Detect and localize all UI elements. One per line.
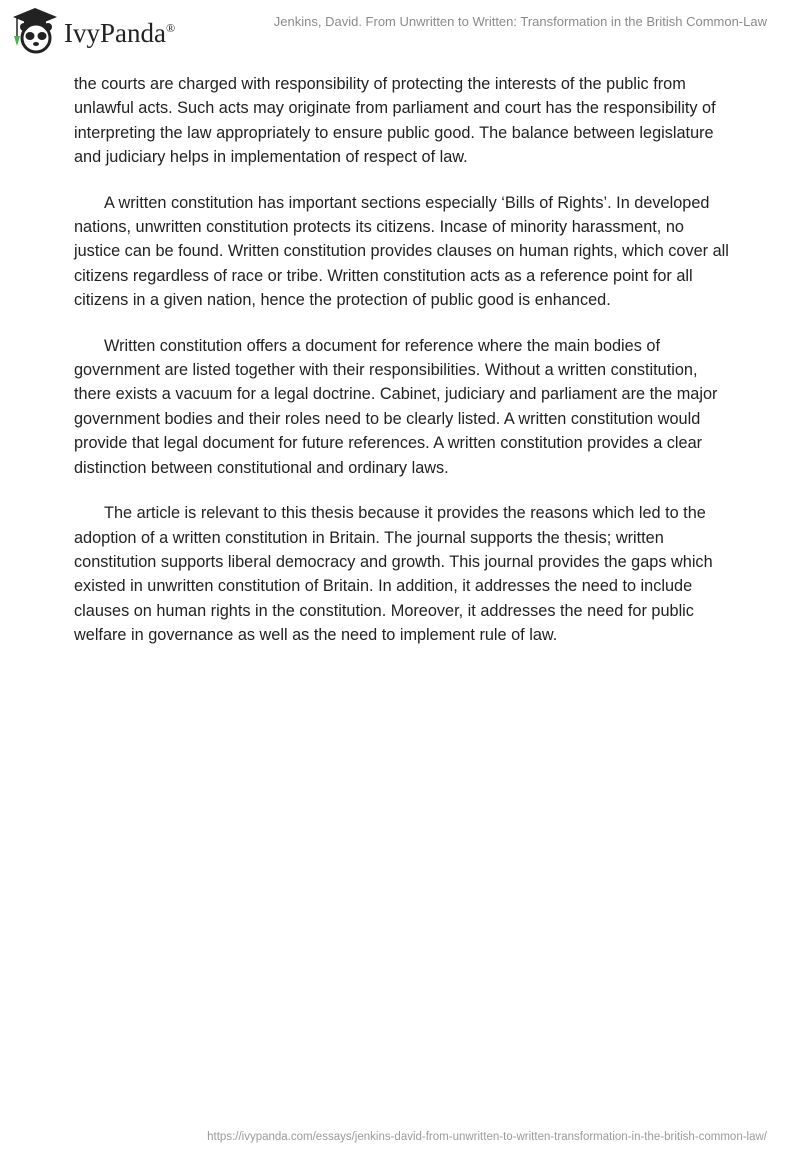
paragraph: the courts are charged with responsibility of protecting the interests of the public from unlawful acts. Such acts may originate from parliament and court has the responsibility of interpreting the law appropriately to ensure public good. The balance between legislature and judiciary helps in implementation of respect of law. bbox=[74, 75, 716, 167]
panda-graduate-icon bbox=[12, 6, 58, 54]
source-url-link[interactable]: https://ivypanda.com/essays/jenkins-david-from-unwritten-to-written-transformation-in-the-british-common-law/ bbox=[207, 1131, 767, 1143]
essay-body bbox=[74, 72, 734, 669]
paragraph: A written constitution has important sections especially ‘Bills of Rights’. In developed nations, unwritten constitution protects its citizens. Incase of minority harassment, no justice can be found. Written constitution provides clauses on human rights, which cover all citizens regardless of race or tribe. Written constitution acts as a reference point for all citizens in a given nation, hence the protection of public good is enhanced. bbox=[74, 193, 729, 310]
logo-text: IvyPanda® bbox=[64, 17, 176, 48]
document-citation-title: Jenkins, David. From Unwritten to Written: Transformation in the British Common-Law bbox=[273, 14, 767, 29]
paragraph: Written constitution offers a document for reference where the main bodies of government are listed together with their responsibilities. Without a written constitution, there exists a vacuum for a legal doctrine. Cabinet, judiciary and parliament are the major government bodies and their roles need to be clearly listed. A written constitution would provide that legal document for future references. A written constitution provides a clear distinction between constitutional and ordinary laws. bbox=[74, 336, 718, 477]
paragraph: The article is relevant to this thesis because it provides the reasons which led to the adoption of a written constitution in Britain. The journal supports the thesis; written constitution supports liberal democracy and growth. This journal provides the gaps which existed in unwritten constitution of Britain. In addition, it addresses the need to include clauses on human rights in the constitution. Moreover, it addresses the need for public welfare in governance as well as the need to implement rule of law. bbox=[74, 504, 713, 645]
ivypanda-logo[interactable] bbox=[12, 6, 175, 54]
